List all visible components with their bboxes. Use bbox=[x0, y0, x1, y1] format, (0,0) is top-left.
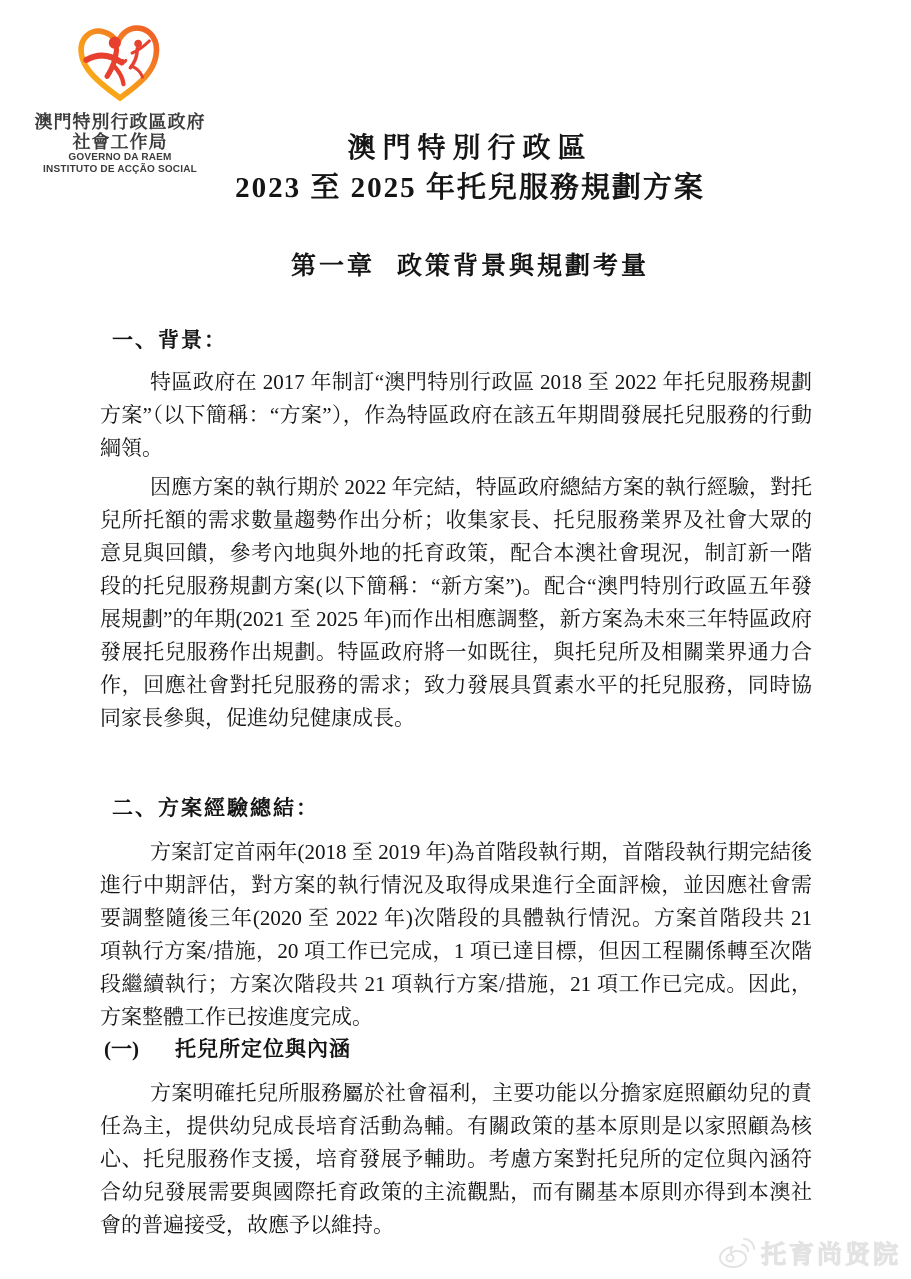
section-2-paragraph-1: 方案訂定首兩年(2018 至 2019 年)為首階段執行期，首階段執行期完結後進行中期評估，對方案的執行情況及取得成果進行全面評檢，並因應社會需要調整隨後三年(2020 至 2022 年)次階段的具體執行情況。方案首階段共 21 項執行方案/措施，20 項工作已完成，1 項已達目標，但因工程關係轉至次階段繼續執行；方案次階段共 21 項執行方案/措施，21 項工作已完成。因此，方案整體工作已按進度完成。 bbox=[100, 840, 812, 1029]
document-title-line1: 澳門特別行政區 bbox=[347, 133, 593, 164]
chapter-number: 第一章 bbox=[290, 253, 375, 280]
watermark bbox=[718, 1235, 901, 1271]
chapter-title: 政策背景與規劃考量 bbox=[397, 253, 650, 280]
section-2-heading: 二、方案經驗總結： bbox=[112, 796, 319, 820]
subsection-1-number: (一) bbox=[104, 1037, 139, 1061]
watermark-text: 托育尚贤院 bbox=[760, 1241, 901, 1269]
weibo-icon bbox=[718, 1237, 756, 1269]
agency-name-pt-line1: GOVERNO DA RAEM bbox=[68, 152, 172, 163]
section-1-heading: 一、背景： bbox=[112, 328, 227, 352]
document-title bbox=[190, 130, 750, 208]
subsection-1-paragraph-1: 方案明確托兒所服務屬於社會福利，主要功能以分擔家庭照顧幼兒的責任為主，提供幼兒成長培育活動為輔。有關政策的基本原則是以家照顧為核心、托兒服務作支援，培育發展予輔助。考慮方案對托兒所的定位與內涵符合幼兒發展需要與國際托育政策的主流觀點，而有關基本原則亦得到本澳社會的普遍接受，故應予以維持。 bbox=[100, 1081, 812, 1237]
agency-name-pt-line2: INSTITUTO DE ACÇÃO SOCIAL bbox=[43, 163, 197, 175]
chapter-heading bbox=[190, 246, 750, 282]
section-1-paragraph-2: 因應方案的執行期於 2022 年完結，特區政府總結方案的執行經驗，對托兒所托額的需求數量趨勢作出分析；收集家長、托兒服務業界及社會大眾的意見與回饋，參考內地與外地的托育政策，配合本澳社會現況，制訂新一階段的托兒服務規劃方案(以下簡稱：“新方案”)。配合“澳門特別行政區五年發展規劃”的年期(2021 至 2025 年)而作出相應調整，新方案為未來三年特區政府發展托兒服務作出規劃。特區政府將一如既往，與托兒所及相關業界通力合作，回應社會對托兒服務的需求；致力發展具質素水平的托兒服務，同時協同家長參與，促進幼兒健康成長。 bbox=[100, 475, 812, 730]
document-title-line2: 2023 至 2025 年托兒服務規劃方案 bbox=[235, 172, 705, 204]
agency-name-zh-line2: 社會工作局 bbox=[72, 132, 168, 152]
subsection-1-heading bbox=[104, 1033, 351, 1063]
heart-with-children-icon bbox=[72, 22, 168, 104]
agency-logo-block bbox=[24, 22, 216, 175]
subsection-1-title: 托兒所定位與內涵 bbox=[175, 1037, 351, 1061]
section-1-paragraph-1: 特區政府在 2017 年制訂“澳門特別行政區 2018 至 2022 年托兒服務規劃方案”（以下簡稱：“方案”），作為特區政府在該五年期間發展托兒服務的行動綱領。 bbox=[100, 370, 812, 460]
agency-name-zh-line1: 澳門特別行政區政府 bbox=[34, 112, 206, 132]
